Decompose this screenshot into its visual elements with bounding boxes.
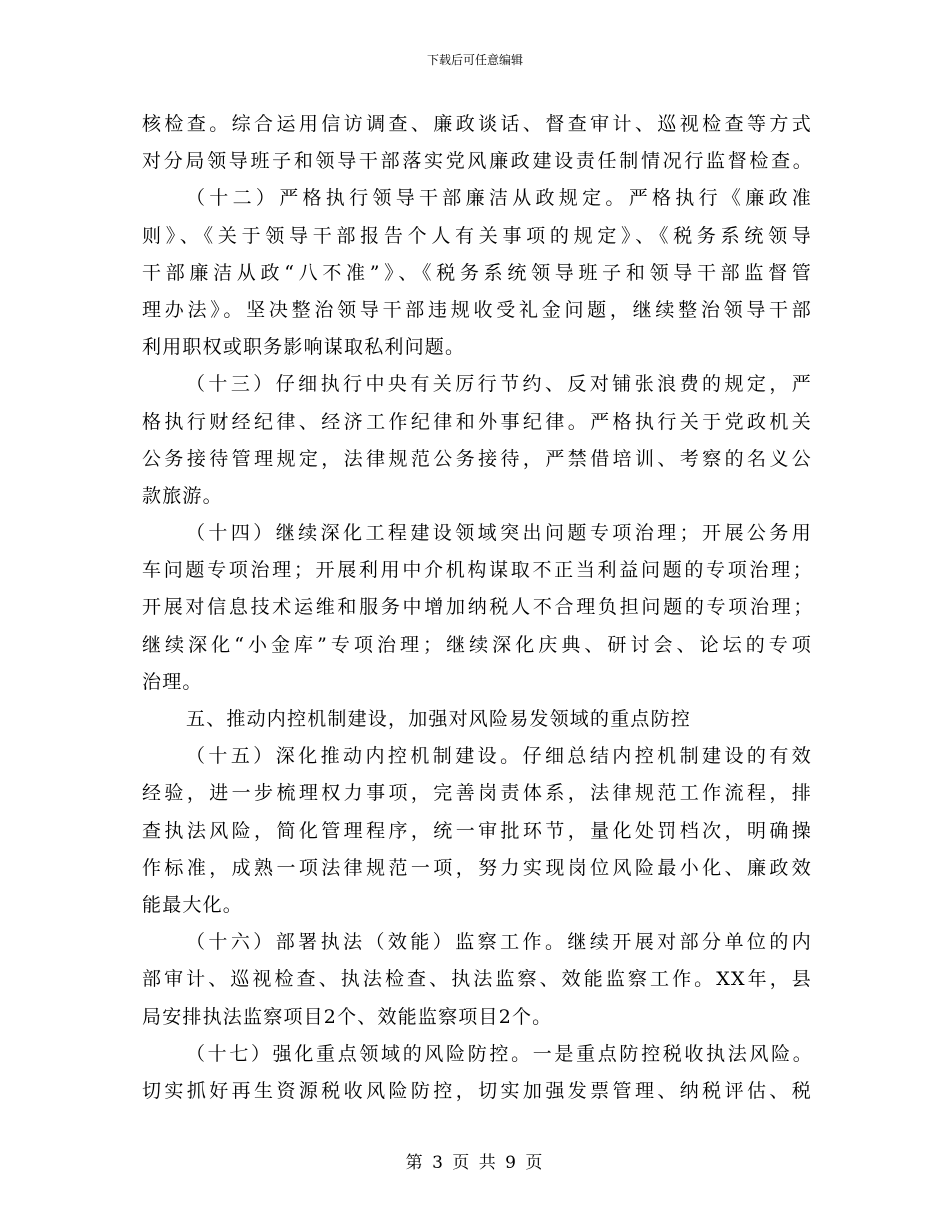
text-line: 经验，进一步梳理权力事项，完善岗责体系，法律规范工作流程，排: [142, 782, 812, 805]
text-line: 款旅游。: [142, 484, 223, 507]
page-header: 下载后可任意编辑: [426, 53, 523, 67]
text-line: 利用职权或职务影响谋取私利问题。: [142, 336, 466, 359]
text-line: 车问题专项治理；开展利用中介机构谋取不正当利益问题的专项治理；: [142, 559, 812, 582]
paragraph-start-line: （十七）强化重点领域的风险防控。一是重点防控税收执法风险。: [186, 1042, 812, 1065]
text-line: 切实抓好再生资源税收风险防控，切实加强发票管理、纳税评估、税: [142, 1079, 812, 1102]
text-line: 治理。: [142, 670, 203, 693]
text-line: 核检查。综合运用信访调查、廉政谈话、督查审计、巡视检查等方式: [142, 113, 812, 135]
document-body: [142, 106, 812, 1110]
text-line: 作标准，成熟一项法律规范一项，努力实现岗位风险最小化、廉政效: [142, 856, 812, 879]
text-line: 继续深化“小金库”专项治理；继续深化庆典、研讨会、论坛的专项: [142, 633, 812, 656]
section-heading: 五、推动内控机制建设，加强对风险易发领域的重点防控: [186, 708, 692, 730]
text-line: 干部廉洁从政“八不准”》、《税务系统领导班子和领导干部监督管: [142, 261, 812, 284]
text-line: 能最大化。: [142, 893, 244, 916]
text-line: 理办法》。坚决整治领导干部违规收受礼金问题，继续整治领导干部: [142, 298, 812, 321]
text-line: 格执行财经纪律、经济工作纪律和外事纪律。严格执行关于党政机关: [142, 410, 812, 433]
text-line: 局安排执法监察项目2个、效能监察项目2个。: [142, 1005, 553, 1028]
paragraph-start-line: （十五）深化推动内控机制建设。仔细总结内控机制建设的有效: [186, 745, 812, 768]
paragraph-start-line: （十六）部署执法（效能）监察工作。继续开展对部分单位的内: [186, 931, 812, 954]
text-line: 开展对信息技术运维和服务中增加纳税人不合理负担问题的专项治理；: [142, 596, 812, 619]
page-number-footer: 第 3 页 共 9 页: [405, 1153, 545, 1173]
text-line: 公务接待管理规定，法律规范公务接待，严禁借培训、考察的名义公: [142, 447, 812, 470]
paragraph-start-line: （十三）仔细执行中央有关厉行节约、反对铺张浪费的规定，严: [186, 373, 812, 396]
text-line: 对分局领导班子和领导干部落实党风廉政建设责任制情况行监督检查。: [142, 150, 812, 173]
paragraph-start-line: （十四）继续深化工程建设领域突出问题专项治理；开展公务用: [186, 522, 812, 545]
paragraph-start-line: （十二）严格执行领导干部廉洁从政规定。严格执行《廉政准: [186, 187, 812, 210]
text-line: 查执法风险，简化管理程序，统一审批环节，量化处罚档次，明确操: [142, 819, 812, 842]
text-line: 则》、《关于领导干部报告个人有关事项的规定》、《税务系统领导: [142, 224, 812, 247]
text-line: 部审计、巡视检查、执法检查、执法监察、效能监察工作。XX年，县: [142, 968, 812, 991]
